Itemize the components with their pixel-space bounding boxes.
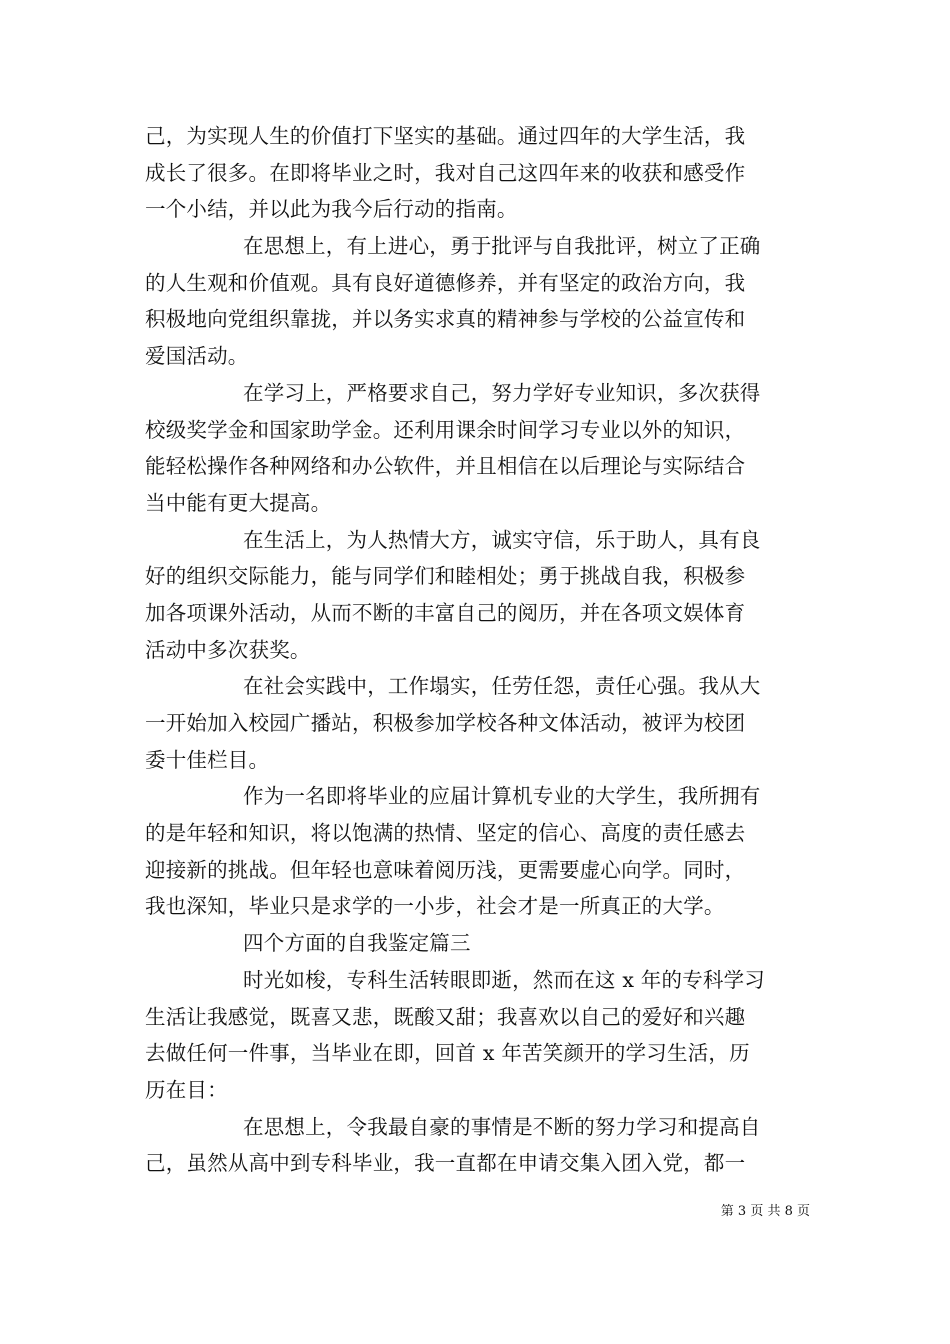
section-heading: 四个方面的自我鉴定篇三 <box>243 931 471 956</box>
text-line: 当中能有更大提高。 <box>145 490 332 515</box>
paragraph-start-line: 在思想上，令我最自豪的事情是不断的努力学习和提高自 <box>243 1114 761 1139</box>
text-line: 去做任何一件事，当毕业在即，回首 x 年苦笑颜开的学习生活，历 <box>145 1041 750 1066</box>
text-line: 能轻松操作各种网络和办公软件，并且相信在以后理论与实际结合 <box>145 454 746 479</box>
text-line: 一个小结，并以此为我今后行动的指南。 <box>145 197 518 222</box>
page-number-footer: 第 3 页 共 8 页 <box>720 1204 810 1219</box>
text-line: 历在目： <box>145 1077 228 1102</box>
paragraph-start-line: 在学习上，严格要求自己，努力学好专业知识，多次获得 <box>243 380 761 405</box>
document-body <box>145 118 810 1182</box>
text-line: 己，为实现人生的价值打下坚实的基础。通过四年的大学生活，我 <box>145 124 746 148</box>
text-line: 己，虽然从高中到专科毕业，我一直都在申请交集入团入党，都一 <box>145 1151 746 1176</box>
text-line: 成长了很多。在即将毕业之时，我对自己这四年来的收获和感受作 <box>145 160 746 185</box>
text-line: 的是年轻和知识，将以饱满的热情、坚定的信心、高度的责任感去 <box>145 821 746 846</box>
text-line: 积极地向党组织靠拢，并以务实求真的精神参与学校的公益宣传和 <box>145 307 746 332</box>
text-line: 校级奖学金和国家助学金。还利用课余时间学习专业以外的知识， <box>145 417 746 442</box>
text-line: 一开始加入校园广播站，积极参加学校各种文体活动，被评为校团 <box>145 711 746 735</box>
text-line: 生活让我感觉，既喜又悲，既酸又甜；我喜欢以自己的爱好和兴趣 <box>145 1004 746 1029</box>
text-line: 委十佳栏目。 <box>145 747 270 772</box>
text-line: 爱国活动。 <box>145 344 249 369</box>
text-line: 迎接新的挑战。但年轻也意味着阅历浅，更需要虚心向学。同时， <box>145 857 746 882</box>
text-line: 加各项课外活动，从而不断的丰富自己的阅历，并在各项文娱体育 <box>145 600 746 625</box>
paragraph-start-line: 作为一名即将毕业的应届计算机专业的大学生，我所拥有 <box>243 784 761 809</box>
paragraph-start-line: 在生活上，为人热情大方，诚实守信，乐于助人，具有良 <box>243 527 761 552</box>
text-line: 的人生观和价值观。具有良好道德修养，并有坚定的政治方向，我 <box>145 270 746 295</box>
paragraph-start-line: 时光如梭，专科生活转眼即逝，然而在这 x 年的专科学习 <box>243 967 765 992</box>
paragraph-start-line: 在思想上，有上进心，勇于批评与自我批评，树立了正确 <box>243 234 761 259</box>
text-line: 我也深知，毕业只是求学的一小步，社会才是一所真正的大学。 <box>145 894 725 919</box>
text-line: 活动中多次获奖。 <box>145 637 311 662</box>
paragraph-start-line: 在社会实践中，工作塌实，任劳任怨，责任心强。我从大 <box>243 674 761 699</box>
text-line: 好的组织交际能力，能与同学们和睦相处；勇于挑战自我，积极参 <box>145 564 746 589</box>
